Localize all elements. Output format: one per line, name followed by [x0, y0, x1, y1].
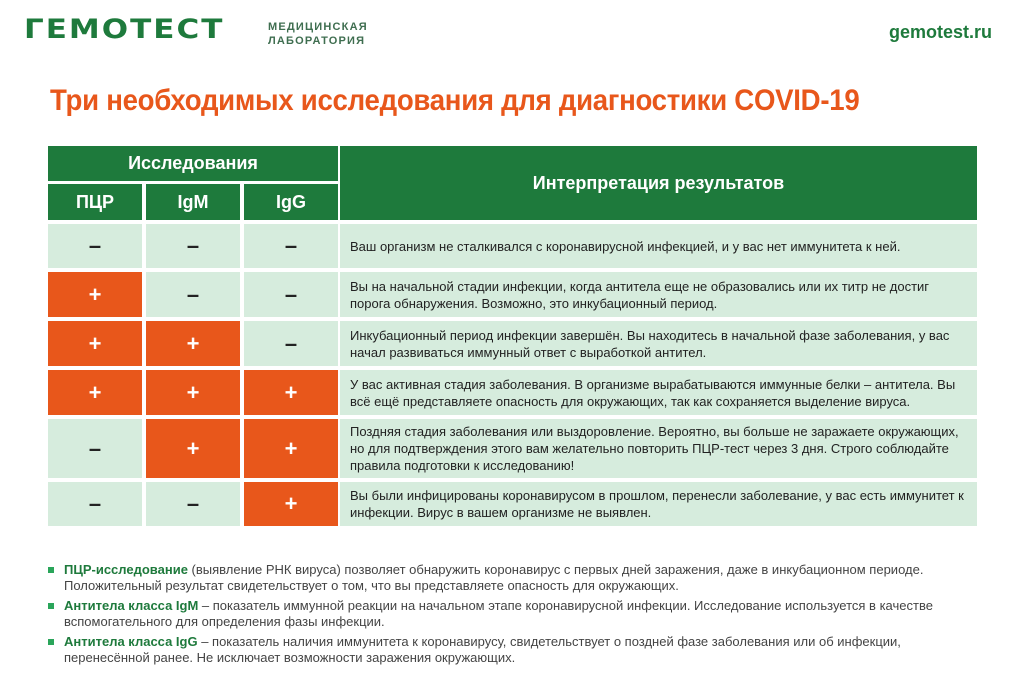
page-title: Три необходимых исследования для диагностики COVID-19 [50, 84, 860, 117]
cell-igm: – [146, 272, 240, 317]
col-header-igg: IgG [244, 184, 338, 220]
footnotes [48, 562, 988, 670]
cell-pcr: – [48, 419, 142, 478]
bullet-icon [48, 603, 54, 609]
footnote-pcr [48, 562, 988, 594]
logo-subtitle [268, 20, 368, 48]
row-interpretation-text: Вы были инфицированы коронавирусом в прошлом, перенесли заболевание, у вас есть иммунитет к инфекции. Вирус в вашем организме не выявлен. [350, 488, 964, 520]
col-header-pcr: ПЦР [48, 184, 142, 220]
row-interpretation [340, 419, 977, 478]
footnote-text: (выявление РНК вируса) позволяет обнаружить коронавирус с первых дней заражения, даже в инкубационном периоде. Положительный результат свидетельствует о том, что вы представляете опасность для окружающих. [64, 562, 924, 593]
row-interpretation-text: Поздняя стадия заболевания или выздоровление. Вероятно, вы больше не заражаете окружающих, но для подтверждения этого вам желательно повторить ПЦР-тест через 3 дня. Строго соблюдайте правила подготовки к исследованию! [350, 424, 959, 473]
cell-igm: + [146, 321, 240, 366]
row-interpretation [340, 482, 977, 526]
site-link[interactable]: gemotest.ru [888, 22, 992, 42]
cell-igm: + [146, 370, 240, 415]
row-interpretation-text: Ваш организм не сталкивался с коронавирусной инфекцией, и у вас нет иммунитета к ней. [350, 238, 901, 254]
footnote-term: Антитела класса IgM [64, 598, 199, 613]
row-interpretation-text: Инкубационный период инфекции завершён. Вы находитесь в начальной фазе заболевания, у вас начал развиваться иммунный ответ с выработкой антител. [350, 327, 950, 360]
logo-subtitle-line-1: МЕДИЦИНСКАЯ [268, 21, 368, 33]
logo-subtitle-line-2: ЛАБОРАТОРИЯ [268, 35, 366, 47]
research-header: Исследования [48, 146, 338, 181]
row-interpretation [340, 321, 977, 366]
cell-igg: + [244, 370, 338, 415]
cell-igg: – [244, 272, 338, 317]
row-interpretation-text: У вас активная стадия заболевания. В организме вырабатываются иммунные белки – антитела. Вы всё ещё представляете опасность для окружающих, так как сохраняется выделение вируса. [350, 376, 956, 409]
cell-pcr: + [48, 321, 142, 366]
bullet-icon [48, 567, 54, 573]
cell-pcr: + [48, 272, 142, 317]
col-header-igm: IgM [146, 184, 240, 220]
cell-igm: + [146, 419, 240, 478]
cell-igm: – [146, 224, 240, 268]
cell-igg: + [244, 419, 338, 478]
cell-igm: – [146, 482, 240, 526]
logo: ГЕМОТЕСТ [24, 14, 225, 45]
footnote-term: ПЦР-исследование [64, 562, 188, 577]
interpretation-header: Интерпретация результатов [340, 146, 977, 220]
row-interpretation [340, 272, 977, 317]
cell-igg: – [244, 321, 338, 366]
row-interpretation-text: Вы на начальной стадии инфекции, когда антитела еще не образовались или их титр не достиг порога обнаружения. Возможно, это инкубационный период. [350, 278, 930, 311]
footnote-text: – показатель наличия иммунитета к коронавирусу, свидетельствует о поздней фазе заболевания или об инфекции, перенесённой ранее. Не исключает возможности заражения окружающих. [64, 634, 901, 665]
cell-pcr: + [48, 370, 142, 415]
row-interpretation [340, 224, 977, 268]
cell-pcr: – [48, 482, 142, 526]
header [0, 0, 1024, 70]
cell-igg: + [244, 482, 338, 526]
footnote-term: Антитела класса IgG [64, 634, 198, 649]
cell-igg: – [244, 224, 338, 268]
footnote-igm [48, 598, 988, 630]
footnote-text: – показатель иммунной реакции на начальном этапе коронавирусной инфекции. Исследование используется в качестве вспомогательного для определения фазы инфекции. [64, 598, 933, 629]
cell-pcr: – [48, 224, 142, 268]
bullet-icon [48, 639, 54, 645]
row-interpretation [340, 370, 977, 415]
footnote-igg [48, 634, 988, 666]
